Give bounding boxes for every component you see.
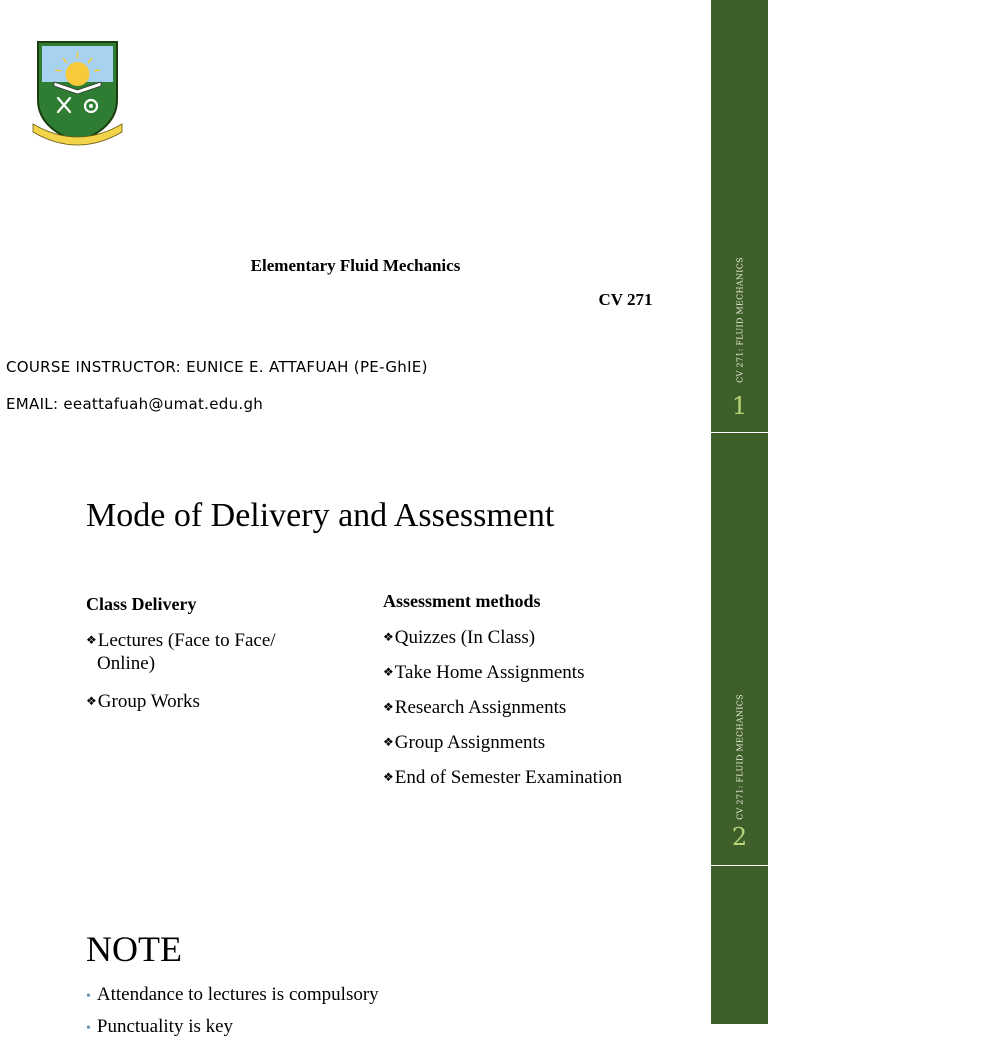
bullet-dot-icon: • xyxy=(86,989,91,1004)
diamond-bullet-icon: ❖ xyxy=(383,630,394,644)
note-title: NOTE xyxy=(86,929,182,969)
list-item: ❖Quizzes (In Class) xyxy=(383,627,536,648)
slide-2 xyxy=(0,433,768,865)
list-item: ❖Group Works xyxy=(86,691,200,712)
page-number: 2 xyxy=(731,823,748,851)
course-title: Elementary Fluid Mechanics xyxy=(250,256,461,275)
course-code: CV 271 xyxy=(598,290,653,309)
list-item: ❖Research Assignments xyxy=(383,697,567,718)
slide-sidebar xyxy=(711,866,768,1024)
slide-1 xyxy=(0,0,768,432)
list-item: ❖Lectures (Face to Face/ xyxy=(86,630,276,651)
list-item-continued: Online) xyxy=(97,653,156,674)
assessment-methods-heading: Assessment methods xyxy=(383,591,541,611)
diamond-bullet-icon: ❖ xyxy=(383,770,394,784)
bullet-dot-icon: • xyxy=(86,1021,91,1036)
slide-3 xyxy=(0,866,768,1037)
course-instructor: COURSE INSTRUCTOR: EUNICE E. ATTAFUAH (PE-GhIE) xyxy=(6,358,428,376)
list-item: ❖Group Assignments xyxy=(383,732,546,753)
diamond-bullet-icon: ❖ xyxy=(86,633,97,647)
university-crest-logo xyxy=(30,38,125,148)
sidebar-course-label: CV 271: FLUID MECHANICS xyxy=(735,256,744,383)
class-delivery-heading: Class Delivery xyxy=(86,594,197,614)
slide-sidebar xyxy=(711,433,768,865)
diamond-bullet-icon: ❖ xyxy=(383,735,394,749)
list-item: • Attendance to lectures is compulsory xyxy=(86,984,379,1005)
diamond-bullet-icon: ❖ xyxy=(86,694,97,708)
diamond-bullet-icon: ❖ xyxy=(383,665,394,679)
sidebar-course-label: CV 271: FLUID MECHANICS xyxy=(735,694,744,820)
diamond-bullet-icon: ❖ xyxy=(383,700,394,714)
list-item: ❖Take Home Assignments xyxy=(383,662,585,683)
slide-sidebar xyxy=(711,0,768,432)
slide-title: Mode of Delivery and Assessment xyxy=(86,497,555,534)
list-item: • Punctuality is key xyxy=(86,1016,234,1037)
page-number: 1 xyxy=(731,392,748,420)
instructor-email: EMAIL: eeattafuah@umat.edu.gh xyxy=(6,395,264,413)
list-item: ❖End of Semester Examination xyxy=(383,767,623,788)
